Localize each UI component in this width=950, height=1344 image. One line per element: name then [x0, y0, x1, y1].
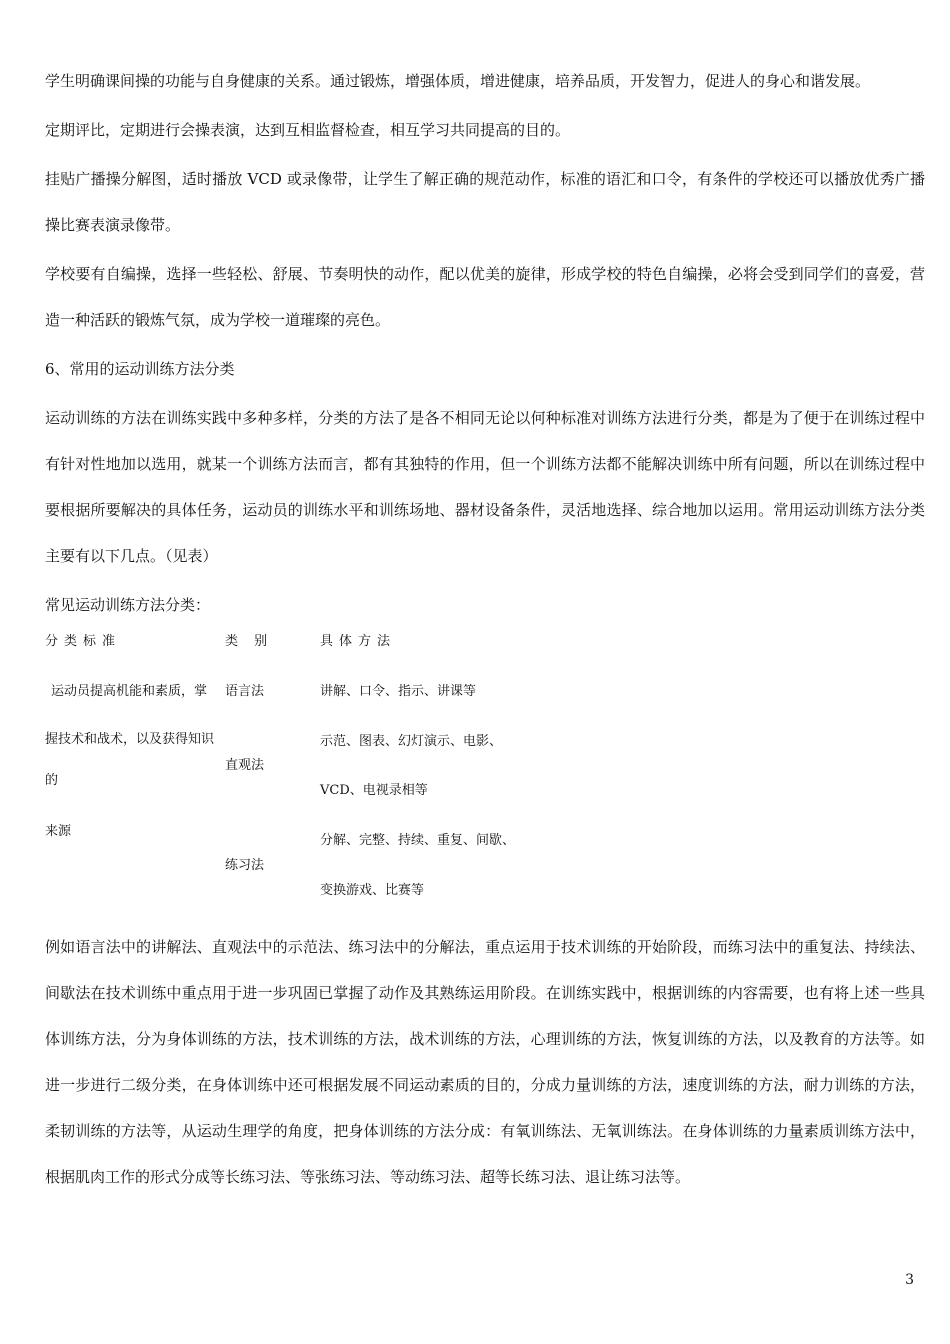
table-methods-visual-1: 示范、图表、幻灯演示、电影、 [320, 734, 503, 749]
table-header-methods: 具体方法 [320, 634, 397, 649]
section-heading-6: 6、常用的运动训练方法分类 [45, 360, 235, 378]
table-methods-practice-2: 变换游戏、比赛等 [320, 883, 425, 898]
paragraph-1: 学生明确课间操的功能与自身健康的关系。通过锻炼，增强体质，增进健康，培养品质，开发智力，促进人的身心和谐发展。 [45, 72, 871, 90]
table-caption: 常见运动训练方法分类： [45, 596, 211, 614]
table-standard-line-4: 来源 [45, 824, 72, 839]
table-standard-line-1: 运动员提高机能和素质，掌 [51, 684, 208, 699]
table-header-category: 类 别 [225, 634, 274, 649]
paragraph-6: 例如语言法中的讲解法、直观法中的示范法、练习法中的分解法，重点运用于技术训练的开始阶段，而练习法中的重复法、持续法、间歇法在技术训练中重点用于进一步巩固已掌握了动作及其熟练运用阶段。在训练实践中，根据训练的内容需要，也有将上述一些具体训练方法，分为身体训练的方法，技术训练的方法，战术训练的方法，心理训练的方法，恢复训练的方法，以及教育的方法等。如进一步进行二级分类，在身体训练中还可根据发展不同运动素质的目的，分成力量训练的方法，速度训练的方法，耐力训练的方法，柔韧训练的方法等，从运动生理学的角度，把身体训练的方法分成：有氧训练法、无氧训练法。在身体训练的力量素质训练方法中，根据肌肉工作的形式分成等长练习法、等张练习法、等动练习法、超等长练习法、退让练习法等。 [45, 938, 925, 1186]
paragraph-4: 学校要有自编操，选择一些轻松、舒展、节奏明快的动作，配以优美的旋律，形成学校的特色自编操，必将会受到同学们的喜爱，营造一种活跃的锻炼气氛，成为学校一道璀璨的亮色。 [45, 265, 925, 329]
document-body [45, 66, 925, 1200]
table-methods-visual-2: VCD、电视录相等 [320, 783, 428, 798]
paragraph-5: 运动训练的方法在训练实践中多种多样，分类的方法了是各不相同无论以何种标准对训练方法进行分类，都是为了便于在训练过程中有针对性地加以选用，就某一个训练方法而言，都有其独特的作用，但一个训练方法都不能解决训练中所有问题，所以在训练过程中要根据所要解决的具体任务，运动员的训练水平和训练场地、器材设备条件，灵活地选择、综合地加以运用。常用运动训练方法分类主要有以下几点。（见表） [45, 409, 925, 565]
training-methods-table [45, 630, 925, 918]
table-category-language: 语言法 [225, 684, 265, 699]
table-methods-practice-1: 分解、完整、持续、重复、间歇、 [320, 833, 516, 848]
table-header-standard: 分类标准 [45, 634, 122, 649]
table-category-visual: 直观法 [225, 758, 265, 773]
table-methods-language: 讲解、口令、指示、讲课等 [320, 684, 477, 699]
paragraph-2: 定期评比，定期进行会操表演，达到互相监督检查，相互学习共同提高的目的。 [45, 121, 571, 139]
table-category-practice: 练习法 [225, 858, 265, 873]
table-standard-line-2: 握技术和战术，以及获得知识 [45, 732, 215, 747]
page-number: 3 [905, 1272, 914, 1288]
paragraph-3: 挂贴广播操分解图，适时播放 VCD 或录像带，让学生了解正确的规范动作，标准的语汇和口令，有条件的学校还可以播放优秀广播操比赛表演录像带。 [45, 170, 925, 234]
table-standard-line-3: 的 [45, 773, 59, 788]
